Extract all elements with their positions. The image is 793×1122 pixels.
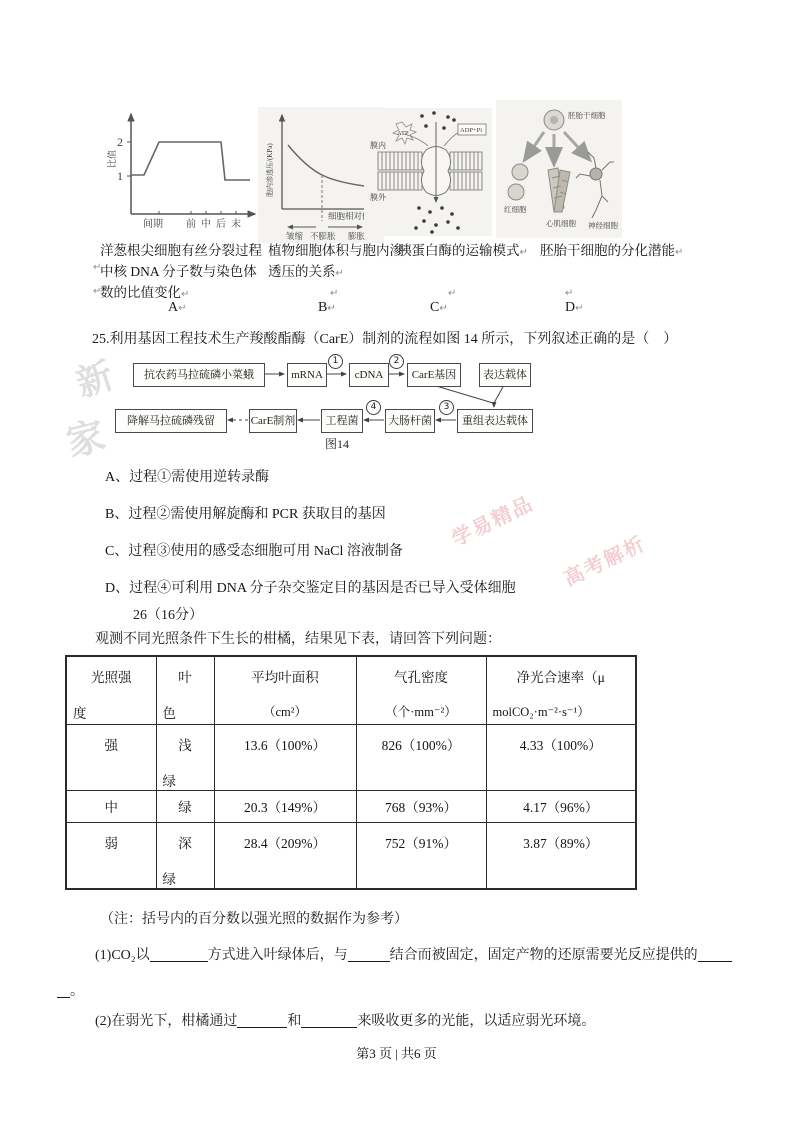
cell-leaf-area: 20.3（149%） <box>214 790 356 822</box>
header-avg-leaf-area <box>214 656 356 724</box>
figure-c-letter <box>430 300 448 316</box>
zone-swell-label: 膨胀 <box>348 231 366 241</box>
inside-membrane-label: 膜内 <box>370 141 386 150</box>
table-row-strong-light <box>66 724 636 790</box>
watermark-text: 学易精品 <box>448 492 538 551</box>
cell-text: 13.6（100%） <box>243 737 327 753</box>
q1-text: 结合而被固定，固定产物的还原需要光反应提供的 <box>389 948 698 963</box>
header-line: （cm²） <box>262 705 308 719</box>
cell-text: 深 <box>178 835 192 851</box>
flow-box-expression-vector: 表达载体 <box>479 363 531 387</box>
nerve-cell-label: 神经细胞 <box>588 221 618 230</box>
table-row-weak-light <box>66 822 636 889</box>
header-line: 平均叶面积 <box>251 670 319 685</box>
figure-c-caption-text: 胰蛋白酶的运输模式 <box>398 243 520 258</box>
flow-box-degrade-residue: 降解马拉硫磷残留 <box>115 409 227 433</box>
cell-leaf-area <box>214 724 356 790</box>
letter-c: C <box>430 300 440 315</box>
header-leaf-color <box>156 656 214 724</box>
cell-text: 浅 <box>178 737 192 753</box>
return-mark: ↵ <box>565 288 574 299</box>
cell-stomatal-density <box>356 724 486 790</box>
cell-text: 弱 <box>104 835 118 851</box>
cell-text: 3.87（89%） <box>523 835 599 851</box>
option-b: B、过程②需使用解旋酶和 PCR 获取目的基因 <box>105 507 386 522</box>
header-line: 度 <box>73 706 87 721</box>
flow-step-3: 3 <box>439 400 454 415</box>
figure-b-caption-text: 植物细胞体积与胞内渗透压的关系 <box>268 243 403 279</box>
option-a: A、过程①需使用逆转录酶 <box>105 470 270 485</box>
figure-c-caption <box>398 240 544 263</box>
x-tick-interphase: 间期 <box>143 219 163 230</box>
cell-photosynthesis-rate <box>486 822 636 889</box>
cardiac-cells <box>548 168 570 212</box>
figure-b-letter <box>318 300 336 316</box>
x-axis-label: 细胞相对体积 <box>328 211 380 221</box>
figure-a-letter <box>168 300 187 316</box>
fill-blank <box>301 1012 357 1028</box>
return-mark: ↵ <box>675 247 684 258</box>
header-line: molCO₂·m⁻²·s⁻¹） <box>492 705 590 719</box>
zone-no-swell-label: 不膨胀 <box>310 231 336 241</box>
return-mark: ↵ <box>448 288 457 299</box>
flow-box-care-gene: CarE基因 <box>407 363 461 387</box>
watermark-text: 家 <box>62 414 110 465</box>
cell-text: 绿 <box>162 871 176 887</box>
outside-membrane-label: 膜外 <box>370 193 386 202</box>
figure-d-letter <box>565 300 584 316</box>
figure-c-membrane-transport <box>364 108 492 236</box>
flow-box-recombinant-vector: 重组表达载体 <box>457 409 533 433</box>
header-net-photosynthesis-rate <box>486 656 636 724</box>
table-row-medium-light <box>66 790 636 822</box>
question-26-blank-1 <box>95 946 732 966</box>
x-tick-telophase: 末 <box>231 219 241 230</box>
x-tick-prophase: 前 <box>186 219 196 230</box>
question-26-heading: 26（16分） <box>133 608 203 623</box>
cardiac-cell-label: 心肌细胞 <box>546 219 576 228</box>
cell-text: 4.33（100%） <box>519 737 602 753</box>
flow-step-1: 1 <box>328 354 343 369</box>
option-c: C、过程③使用的感受态细胞可用 NaCl 溶液制备 <box>105 544 403 559</box>
q1-text: 方式进入叶绿体后，与 <box>207 948 348 963</box>
return-mark: ↵ <box>93 262 102 273</box>
nerve-cell <box>576 152 614 218</box>
cell-photosynthesis-rate <box>486 724 636 790</box>
cell-text: 28.4（209%） <box>243 835 327 851</box>
figure-d-caption-text: 胚胎干细胞的分化潜能 <box>540 243 675 258</box>
cell-light-weak <box>66 822 156 889</box>
header-stomatal-density <box>356 656 486 724</box>
fill-blank <box>237 1012 287 1028</box>
option-d: D、过程④可利用 DNA 分子杂交鉴定目的基因是否已导入受体细胞 <box>105 581 516 596</box>
q2-text: 来吸收更多的光能，以适应弱光环境。 <box>357 1014 596 1029</box>
page-footer: 第3 页 | 共6 页 <box>356 1046 437 1061</box>
flow-box-moth: 抗农药马拉硫磷小菜蛾 <box>133 363 265 387</box>
watermark-text: 高考解析 <box>560 532 650 591</box>
figure-d-stem-cell-differentiation <box>496 100 622 238</box>
cell-leaf-area <box>214 822 356 889</box>
letter-a: A <box>168 300 179 315</box>
question-26-blank-2 <box>95 1012 595 1032</box>
fill-blank <box>150 946 208 962</box>
return-mark: ↵ <box>335 268 344 279</box>
cell-color-green: 绿 <box>156 790 214 822</box>
fill-blank <box>698 946 732 962</box>
cell-color-dark-green <box>156 822 214 889</box>
header-light-intensity <box>66 656 156 724</box>
flow-box-ecoli: 大肠杆菌 <box>385 409 435 433</box>
letter-d: D <box>565 300 576 315</box>
flow-step-2: 2 <box>389 354 404 369</box>
return-mark: ↵ <box>575 303 584 314</box>
x-tick-anaphase: 后 <box>216 219 226 230</box>
figure-a-mitosis-ratio-chart <box>103 104 265 234</box>
cell-light-strong <box>66 724 156 790</box>
cell-photosynthesis-rate: 4.17（96%） <box>486 790 636 822</box>
y-axis-label: 比值 <box>107 149 117 168</box>
return-mark: ↵ <box>439 303 448 314</box>
header-line: 净光合速率（μ <box>516 670 605 685</box>
zone-shrink-label: 皱缩 <box>286 231 304 241</box>
cell-text: 826（100%） <box>381 737 461 753</box>
cell-light-medium: 中 <box>66 790 156 822</box>
y-tick-1: 1 <box>117 169 123 183</box>
cell-text: 绿 <box>162 773 176 789</box>
table-header-row <box>66 656 636 724</box>
figure-d-caption <box>540 240 690 263</box>
stem-cell-label: 胚胎干细胞 <box>568 111 606 120</box>
q1-text: 。 <box>70 984 84 999</box>
cell-text: 752（91%） <box>385 835 457 851</box>
cell-stomatal-density <box>356 822 486 889</box>
atp-label: ATP <box>397 130 409 137</box>
letter-b: B <box>318 300 328 315</box>
q2-text: 和 <box>287 1014 302 1029</box>
y-tick-2: 2 <box>117 135 123 149</box>
y-axis-label: 胞内渗透压/(KPa) <box>266 143 274 197</box>
figure-b-caption <box>268 240 408 284</box>
cell-stomatal-density: 768（93%） <box>356 790 486 822</box>
question-26-blank-1-continuation <box>57 982 84 1002</box>
gene-engineering-flowchart <box>113 358 563 458</box>
flow-box-mrna: mRNA <box>287 363 327 387</box>
x-tick-metaphase: 中 <box>201 219 211 230</box>
figure-a-caption <box>100 240 268 305</box>
watermark-text: 新 <box>71 355 119 405</box>
flow-box-cdna: cDNA <box>349 363 389 387</box>
light-condition-table <box>65 655 637 890</box>
question-25-stem: 25.利用基因工程技术生产羧酸酯酶（CarE）制剂的流程如图 14 所示，下列叙述正确的是（ ） <box>92 332 678 347</box>
fill-blank <box>57 982 70 998</box>
cell-color-light-green <box>156 724 214 790</box>
q1-text: (1)CO₂以 <box>95 948 150 963</box>
return-mark: ↵ <box>327 303 336 314</box>
header-line: 叶 <box>178 670 192 685</box>
return-mark: ↵ <box>330 288 339 299</box>
q2-text: (2)在弱光下，柑橘通过 <box>95 1014 238 1029</box>
flow-step-4: 4 <box>366 400 381 415</box>
red-cell-label: 红细胞 <box>504 205 527 214</box>
header-line: 光照强 <box>91 670 132 685</box>
figure-a-caption-text: 洋葱根尖细胞有丝分裂过程中核 DNA 分子数与染色体数的比值变化 <box>100 243 262 300</box>
cell-text: 强 <box>104 737 118 753</box>
flow-box-care-preparation: CarE制剂 <box>249 409 297 433</box>
fill-blank <box>348 946 390 962</box>
header-line: （个·mm⁻²） <box>385 705 457 719</box>
adp-pi-label: ADP+Pi <box>460 127 483 134</box>
return-mark: ↵ <box>93 286 102 297</box>
return-mark: ↵ <box>181 289 190 300</box>
header-line: 色 <box>162 706 176 721</box>
flow-box-engineered-bacteria: 工程菌 <box>321 409 363 433</box>
table-note: （注：括号内的百分数以强光照的数据作为参考） <box>100 912 408 927</box>
flowchart-caption: 图14 <box>325 437 350 451</box>
question-26-intro: 观测不同光照条件下生长的柑橘，结果见下表，请回答下列问题： <box>95 632 501 647</box>
return-mark: ↵ <box>178 303 187 314</box>
return-mark: ↵ <box>519 247 528 258</box>
header-line: 气孔密度 <box>394 670 448 685</box>
